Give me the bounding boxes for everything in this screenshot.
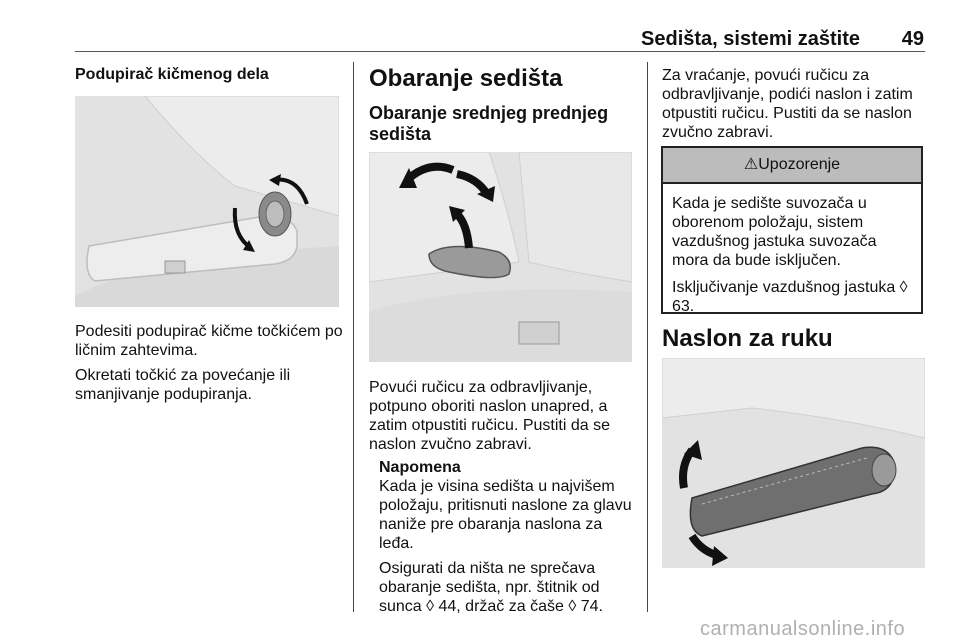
note-title: Napomena	[379, 459, 461, 476]
warning-body	[663, 184, 921, 316]
seat-folding-heading: Obaranje sedišta	[369, 65, 563, 92]
seat-return-para: Za vraćanje, povući ručicu za odbravljivanje, podići naslon i zatim otpustiti ručicu. Pustiti da se naslon zvučno zabravi.	[662, 67, 913, 141]
column-divider-2	[647, 62, 648, 612]
seat-folding-illustration	[369, 152, 632, 362]
watermark: carmanualsonline.info	[700, 618, 906, 640]
seat-return-text	[662, 66, 930, 148]
column-divider-1	[353, 62, 354, 612]
header-rule	[75, 51, 925, 52]
middle-seat-folding-subheading: Obaranje srednjeg prednjeg sedišta	[369, 103, 609, 144]
warning-icon: ⚠	[743, 156, 759, 173]
warning-text-1: Kada je sedište suvozača u oborenom položaju, sistem vazdušnog jastuka suvozača mora da bude isključen.	[672, 195, 877, 269]
seat-folding-para-1: Povući ručicu za odbravljivanje, potpuno oboriti naslon unapred, a zatim otpustiti ručicu. Pustiti da se naslon zvučno zabravi.	[369, 379, 610, 453]
page-number: 49	[901, 28, 924, 50]
note-para-1: Kada je visina sedišta u najvišem položaju, pritisnuti naslone za glavu naniže pre obaranja naslona za leđa.	[379, 478, 632, 552]
warning-title: Upozorenje	[758, 156, 841, 173]
note-block	[379, 458, 641, 622]
seat-folding-text	[369, 378, 641, 460]
armrest-heading: Naslon za ruku	[662, 325, 833, 352]
lumbar-support-heading: Podupirač kičmenog dela	[75, 66, 269, 83]
lumbar-text	[75, 322, 347, 410]
lumbar-para-1: Podesiti podupirač kičme točkićem po ličnim zahtevima.	[75, 323, 343, 359]
lumbar-para-2: Okretati točkić za povećanje ili smanjivanje podupiranja.	[75, 367, 291, 403]
lumbar-support-illustration	[75, 96, 339, 307]
warning-header	[663, 148, 921, 184]
note-para-2: Osigurati da ništa ne sprečava obaranje sedišta, npr. štitnik od sunca ◊ 44, držač za čaše ◊ 74.	[379, 560, 603, 615]
armrest-illustration	[662, 358, 925, 568]
warning-text-2: Isključivanje vazdušnog jastuka ◊ 63.	[672, 279, 908, 315]
warning-box	[661, 146, 923, 314]
page-header-title: Sedišta, sistemi zaštite	[641, 28, 860, 50]
